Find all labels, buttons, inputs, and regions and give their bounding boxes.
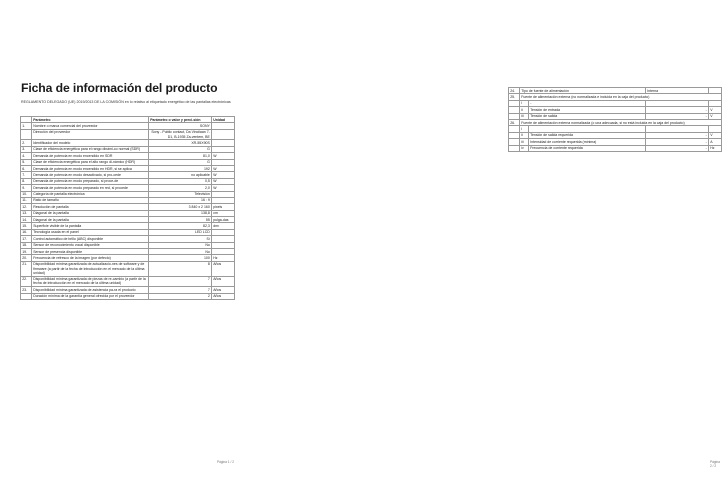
row-description: Fuente de alimentación externa normalizada (o una adecuada, si no está incluida en la caja del producto) bbox=[520, 119, 722, 125]
row-number bbox=[21, 129, 32, 140]
row-value: Interna bbox=[646, 88, 709, 94]
row-unit: W bbox=[212, 178, 235, 184]
row-value: XR-55X90S bbox=[149, 140, 212, 146]
page-number-2: Página 2 / 2 bbox=[710, 460, 720, 468]
row-number: 2. bbox=[21, 140, 32, 146]
row-parameter: Demanda de potencia en modo preparado en red, si procede bbox=[32, 185, 149, 191]
row-unit: pulga-das bbox=[212, 217, 235, 223]
row-unit: dm² bbox=[212, 223, 235, 229]
row-value: 8 bbox=[149, 261, 212, 276]
row-value: no aplicable bbox=[149, 172, 212, 178]
row-number: 10. bbox=[21, 191, 32, 197]
row-value: 2 bbox=[149, 293, 212, 299]
row-parameter: Sensor de presencia disponible bbox=[32, 249, 149, 255]
row-number bbox=[509, 145, 520, 151]
row-number: 6. bbox=[21, 165, 32, 171]
spec-table-left bbox=[20, 116, 235, 300]
table-row bbox=[21, 129, 235, 140]
row-parameter: Demanda de potencia en modo encendido en SDR bbox=[32, 153, 149, 159]
row-unit: V bbox=[709, 107, 722, 113]
row-value: 138,8 bbox=[149, 210, 212, 216]
row-unit: W bbox=[212, 172, 235, 178]
product-sheet-page-1 bbox=[0, 0, 250, 500]
row-value: No bbox=[149, 242, 212, 248]
row-unit bbox=[212, 129, 235, 140]
row-value: SONY bbox=[149, 123, 212, 129]
row-value: 82,3 bbox=[149, 223, 212, 229]
row-number: 8. bbox=[21, 178, 32, 184]
row-value: - bbox=[646, 139, 709, 145]
header-unit: Unidad bbox=[212, 117, 235, 123]
row-number: 3. bbox=[21, 146, 32, 152]
row-parameter: Disponibilidad mínima garantizada de asistencia pa-ra el producto bbox=[32, 287, 149, 293]
row-value: 100 bbox=[149, 255, 212, 261]
row-index: iv bbox=[520, 145, 529, 151]
row-unit: A bbox=[709, 139, 722, 145]
power-supply-table-body bbox=[509, 88, 722, 152]
row-value: - bbox=[646, 132, 709, 138]
row-index: ii bbox=[520, 107, 529, 113]
row-number: 1. bbox=[21, 123, 32, 129]
row-index: iii bbox=[520, 139, 529, 145]
row-parameter: Disponibilidad mínima garantizada de actualizacio-nes de software y de firmware (a partir de la fecha de introducción en el mercado de la última unidad) bbox=[32, 261, 149, 276]
row-index: i bbox=[520, 100, 529, 106]
row-value: LED LCD bbox=[149, 229, 212, 235]
row-parameter: Control automático de brillo (ABC) disponible bbox=[32, 236, 149, 242]
row-unit: Años bbox=[212, 287, 235, 293]
row-value: - bbox=[646, 113, 709, 119]
table-row bbox=[509, 145, 722, 151]
row-parameter: Diagonal de la pantalla bbox=[32, 210, 149, 216]
row-parameter: Sensor de reconocimiento vocal disponible bbox=[32, 242, 149, 248]
row-number: 21. bbox=[21, 261, 32, 276]
row-number: 13. bbox=[21, 210, 32, 216]
row-number: 9. bbox=[21, 185, 32, 191]
row-number bbox=[21, 293, 32, 299]
row-number: 12. bbox=[21, 204, 32, 210]
row-value: - bbox=[646, 107, 709, 113]
row-parameter: Identificador del modelo bbox=[32, 140, 149, 146]
row-number: 19. bbox=[21, 249, 32, 255]
row-parameter: Demanda de potencia en modo preparado, si proce-de bbox=[32, 178, 149, 184]
table-row bbox=[21, 293, 235, 299]
row-unit: pixels bbox=[212, 204, 235, 210]
row-number: 20. bbox=[21, 255, 32, 261]
document-title: Ficha de información del producto bbox=[21, 81, 218, 95]
row-value: 7 bbox=[149, 287, 212, 293]
row-unit: Años bbox=[212, 293, 235, 299]
row-parameter: Demanda de potencia en modo encendido en HDR, si se aplica bbox=[32, 165, 149, 171]
row-value: - bbox=[646, 145, 709, 151]
row-index: ii bbox=[520, 132, 529, 138]
row-label: Tensión de salida requerida bbox=[529, 132, 646, 138]
row-value: No bbox=[149, 249, 212, 255]
row-value: 3 840 x 2 160 bbox=[149, 204, 212, 210]
row-label: Tensión de salida bbox=[529, 113, 646, 119]
row-parameter: Duración mínima de la garantía general ofrecida por el proveedor bbox=[32, 293, 149, 299]
row-value: 0,5 bbox=[149, 178, 212, 184]
row-value: 192 bbox=[149, 165, 212, 171]
row-value: Sony - Public contact, Da Vinciiaan 7-D1, B-1935 Za-ventem, BE bbox=[149, 129, 212, 140]
row-index: i bbox=[520, 126, 529, 132]
row-label: Tipo de fuente de alimentación bbox=[520, 88, 646, 94]
row-value: 2,0 bbox=[149, 185, 212, 191]
row-number: 26. bbox=[509, 119, 520, 125]
row-parameter: Superficie visible de la pantalla bbox=[32, 223, 149, 229]
row-unit: Hz bbox=[212, 255, 235, 261]
row-unit: Años bbox=[212, 261, 235, 276]
row-number: 17. bbox=[21, 236, 32, 242]
row-value: Televisión bbox=[149, 191, 212, 197]
row-parameter: Resolución de pantalla bbox=[32, 204, 149, 210]
header-value: Parámetro o valor y preci-sión bbox=[149, 117, 212, 123]
spec-table-right bbox=[508, 87, 722, 152]
row-number: 24. bbox=[509, 88, 520, 94]
row-index: iii bbox=[520, 113, 529, 119]
row-value: Sí bbox=[149, 236, 212, 242]
row-number: 15. bbox=[21, 223, 32, 229]
row-description: Fuente de alimentación externa (no normalizada e incluida en la caja del producto) bbox=[520, 94, 722, 100]
row-value: 16 : 9 bbox=[149, 197, 212, 203]
row-label: Intensidad de corriente requerida (mínima) bbox=[529, 139, 646, 145]
row-label: Frecuencia de corriente requerida bbox=[529, 145, 646, 151]
row-number: 22. bbox=[21, 276, 32, 287]
row-unit: V bbox=[709, 113, 722, 119]
row-parameter: Dirección del proveedor bbox=[32, 129, 149, 140]
product-sheet-page-2 bbox=[250, 0, 720, 500]
spec-table-body bbox=[21, 123, 235, 300]
row-unit: Hz bbox=[709, 145, 722, 151]
table-row bbox=[21, 261, 235, 276]
row-unit: V bbox=[709, 132, 722, 138]
row-number: 14. bbox=[21, 217, 32, 223]
row-unit: W bbox=[212, 185, 235, 191]
row-unit: cm bbox=[212, 210, 235, 216]
row-number: 7. bbox=[21, 172, 32, 178]
row-parameter: Demanda de potencia en modo desactivado, si pro-cede bbox=[32, 172, 149, 178]
row-value: 55 bbox=[149, 217, 212, 223]
row-unit: Años bbox=[212, 276, 235, 287]
row-number: 18. bbox=[21, 242, 32, 248]
table-row bbox=[21, 276, 235, 287]
row-unit: W bbox=[212, 165, 235, 171]
row-parameter: Categoría de pantalla electrónica bbox=[32, 191, 149, 197]
row-value: 7 bbox=[149, 276, 212, 287]
row-number: 25. bbox=[509, 94, 520, 100]
row-parameter: Diagonal de la pantalla bbox=[32, 217, 149, 223]
header-parameter: Parámetro bbox=[32, 117, 149, 123]
row-parameter: Clase de eficiencia energética para el rango dinámi-co normal (SDR) bbox=[32, 146, 149, 152]
row-number: 23. bbox=[21, 287, 32, 293]
row-unit: W bbox=[212, 153, 235, 159]
regulation-text: REGLAMENTO DELEGADO (UE) 2019/2013 DE LA COMISIÓN en lo relativo al etiquetado energético de las pantallas electrónicas bbox=[21, 100, 231, 104]
row-label: Tensión de entrada bbox=[529, 107, 646, 113]
page-number-1: Página 1 / 2 bbox=[217, 460, 235, 464]
row-number: 16. bbox=[21, 229, 32, 235]
row-parameter: Clase de eficiencia energética para el alto rango di-námico (HDR) bbox=[32, 159, 149, 165]
row-number: 11. bbox=[21, 197, 32, 203]
row-parameter: Ratio de tamaño bbox=[32, 197, 149, 203]
row-parameter: Nombre o marca comercial del proveedor bbox=[32, 123, 149, 129]
row-label: - bbox=[529, 100, 646, 106]
row-parameter: Disponibilidad mínima garantizada de piezas de re-cambio (a partir de la fecha de introducción en el mercado de la última unidad) bbox=[32, 276, 149, 287]
row-number: 4. bbox=[21, 153, 32, 159]
row-value: G bbox=[149, 159, 212, 165]
row-number: 5. bbox=[21, 159, 32, 165]
row-value: G bbox=[149, 146, 212, 152]
row-parameter: Tecnología usada en el panel bbox=[32, 229, 149, 235]
row-value: 81,0 bbox=[149, 153, 212, 159]
row-parameter: Frecuencia de refresco de la imagen (por defecto) bbox=[32, 255, 149, 261]
